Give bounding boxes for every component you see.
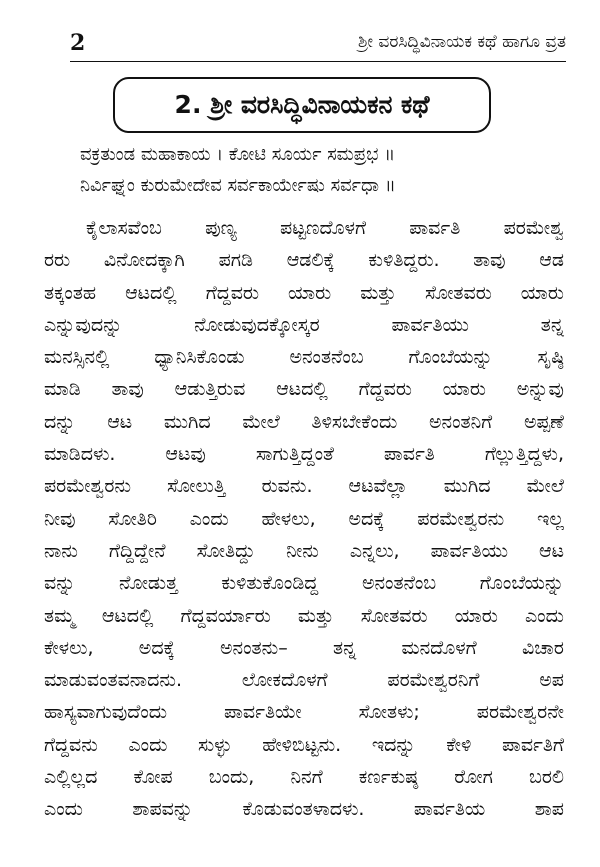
body-word: ಆಟ <box>107 410 133 433</box>
body-word: ನೀನು <box>286 539 319 562</box>
body-word: ಮಾಡುವಂತವನಾದನು. <box>44 669 182 692</box>
body-word: ಗೊಂಬೆಯನ್ನು <box>408 346 493 369</box>
body-word: ಮತ್ತು <box>360 281 396 304</box>
body-word: ಇಲ್ಲ <box>537 507 564 530</box>
chapter-title-box <box>113 77 491 133</box>
body-word: ಸಾಗುತ್ತಿದ್ದಂತೆ <box>255 443 334 466</box>
body-word: ನೋಡುವುದಕ್ಕೋಸ್ಕರ <box>194 313 320 336</box>
body-word: ಹೇಳಲು, <box>261 507 316 530</box>
chapter-title: 2. ಶ್ರೀ ವರಸಿದ್ಧಿವಿನಾಯಕನ ಕಥೆ <box>174 90 430 119</box>
body-word: ಮತ್ತು <box>297 604 334 627</box>
body-word: ಶಾಪ <box>534 798 564 821</box>
body-word: ಸೋಲುತ್ತಿ <box>167 475 226 498</box>
running-head: ಶ್ರೀ ವರಸಿದ್ಧಿವಿನಾಯಕ ಕಥೆ ಹಾಗೂ ವ್ರತ <box>358 32 566 52</box>
body-word: ಮೇಲೆ <box>242 410 280 433</box>
body-word: ಗೆದ್ದಿದ್ದೇನೆ <box>108 539 166 562</box>
body-line <box>44 535 564 567</box>
body-word: ತನ್ನ <box>333 636 357 659</box>
body-word: ಮೇಲೆ <box>526 475 564 498</box>
body-word: ಶಾಪವನ್ನು <box>132 798 194 821</box>
body-word: ಯಾರು <box>454 604 498 627</box>
body-line <box>44 470 564 502</box>
body-word: ವಿನೋದಕ್ಕಾಗಿ <box>103 249 185 272</box>
body-word: ಸುಳ್ಳು <box>197 733 232 756</box>
body-word: ಯಾರು <box>288 281 332 304</box>
body-word: ಪಗಡಿ <box>218 249 253 272</box>
body-word: ಆಡಲಿಕ್ಕೆ <box>286 249 335 272</box>
body-word: ಪಟ್ಟಣದೊಳಗೆ <box>280 217 366 239</box>
body-word: ಅನಂತನೆಂಬ <box>361 572 437 595</box>
body-line <box>44 503 564 535</box>
body-word: ವನ್ನು <box>44 572 76 595</box>
body-word: ಪಾರ್ವತಿಯೇ <box>224 701 302 724</box>
body-word: ಇದನ್ನು <box>371 733 416 756</box>
body-word: ತಮ್ಮ <box>44 604 75 627</box>
body-word: ಆಟವೆಲ್ಲಾ <box>348 475 408 498</box>
body-word: ಮಾಡಿದಳು. <box>44 443 116 466</box>
body-word: ನೀವು <box>44 507 76 530</box>
body-paragraph <box>44 212 564 826</box>
body-word: ಆಟದಲ್ಲಿ <box>101 604 154 627</box>
body-word: ಯಾರು <box>442 378 486 401</box>
body-word: ಅದಕ್ಕೆ <box>138 636 175 659</box>
body-word: ಗೆಲ್ಲುತ್ತಿದ್ದಳು, <box>484 443 564 466</box>
body-word: ಪರಮೇಶ್ವ <box>503 217 564 239</box>
shloka-line-1: ವಕ್ರತುಂಡ ಮಹಾಕಾಯ । ಕೋಟಿ ಸೂರ್ಯ ಸಮಪ್ರಭ ॥ <box>80 144 396 165</box>
page-number: 2 <box>70 30 86 56</box>
body-word: ಆಡ <box>539 249 564 272</box>
body-word: ಕೈಲಾಸವೆಂಬ <box>86 217 162 239</box>
body-word: ಪುಣ್ಯ <box>205 217 237 239</box>
body-line <box>44 373 564 405</box>
body-word: ಸೋತಳು; <box>358 701 420 724</box>
page-header <box>70 28 566 62</box>
body-word: ಆಟದಲ್ಲಿ <box>125 281 177 304</box>
body-word: ಪಾರ್ವತಿ <box>409 217 461 239</box>
body-word: ಕರ್ಣಕುಷ್ಠ <box>358 766 419 789</box>
body-word: ಹಾಸ್ಯವಾಗುವುದೆಂದು <box>44 701 168 724</box>
body-line <box>44 567 564 599</box>
body-line <box>44 244 564 276</box>
shloka-line-2: ನಿರ್ವಿಘ್ನಂ ಕುರುಮೇದೇವ ಸರ್ವಕಾರ್ಯೇಷು ಸರ್ವಧಾ ॥ <box>80 175 396 196</box>
body-word: ತಕ್ಕಂತಹ <box>44 281 97 304</box>
body-line <box>44 696 564 728</box>
body-word: ಆಟದಲ್ಲಿ <box>276 378 328 401</box>
body-word: ಗೆದ್ದವರು <box>358 378 412 401</box>
body-word: ಪರಮೇಶ್ವರನೇ <box>476 701 564 724</box>
body-word: ಮುಗಿದ <box>443 475 491 498</box>
body-line <box>44 277 564 309</box>
body-line <box>44 761 564 793</box>
body-word: ಎಲ್ಲಿಲ್ಲದ <box>44 766 98 789</box>
body-word: ಎನ್ನಲು, <box>349 539 400 562</box>
body-word: ಪಾರ್ವತಿಯು <box>391 313 469 336</box>
body-word: ಎಂದು <box>128 733 168 756</box>
body-word: ಕುಳಿತುಕೊಂಡಿದ್ದ <box>221 572 319 595</box>
body-line <box>44 664 564 696</box>
body-word: ಕೇಳಿ <box>446 733 472 756</box>
body-word: ಎಂದು <box>524 604 564 627</box>
body-word: ಅನ್ನುವು <box>516 378 564 401</box>
body-word: ಸೋತವರು <box>424 281 492 304</box>
body-word: ಪರಮೇಶ್ವರನು <box>44 475 132 498</box>
body-word: ದನ್ನು <box>44 410 76 433</box>
body-line <box>44 341 564 373</box>
body-word: ಗೊಂಬೆಯನ್ನು <box>479 572 564 595</box>
body-word: ಕೇಳಲು, <box>44 636 94 659</box>
body-word: ಆಟ <box>539 539 564 562</box>
body-line <box>44 729 564 761</box>
body-word: ಕೋಪ <box>133 766 173 789</box>
body-word: ಅನಂತನೆಂಬ <box>289 346 364 369</box>
body-word: ನಿನಗೆ <box>290 766 323 789</box>
body-word: ಅನಂತನಿಗೆ <box>429 410 493 433</box>
body-line <box>44 406 564 438</box>
body-word: ಎಂದು <box>189 507 229 530</box>
body-word: ತಾವು <box>473 249 506 272</box>
body-word: ಗೆದ್ದವನು <box>44 733 98 756</box>
body-line <box>44 600 564 632</box>
body-word: ಹೇಳಿಬಿಟ್ಟನು. <box>262 733 342 756</box>
body-word: ಪಾರ್ವತಿಯ <box>413 798 486 821</box>
body-word: ಕೊಡುವಂತಳಾದಳು. <box>242 798 365 821</box>
body-word: ಸೃಷ್ಠಿ <box>537 346 564 369</box>
body-word: ಪಾರ್ವತಿಗೆ <box>501 733 564 756</box>
body-word: ಸೋತಿರಿ <box>108 507 157 530</box>
body-word: ಅಪ್ಪಣೆ <box>523 410 564 433</box>
body-line <box>44 632 564 664</box>
body-word: ಮನಸ್ಸಿನಲ್ಲಿ <box>44 346 110 369</box>
body-word: ಎನ್ನುವುದನ್ನು <box>44 313 123 336</box>
body-word: ಗೆದ್ದವರು <box>205 281 260 304</box>
body-word: ಅನಂತನು– <box>220 636 288 659</box>
body-word: ಬರಲಿ <box>528 766 564 789</box>
body-word: ಆಟವು <box>165 443 206 466</box>
body-word: ತಾವು <box>111 378 144 401</box>
body-word: ಲೋಕದೊಳಗೆ <box>241 669 328 692</box>
body-word: ರುವನು. <box>261 475 313 498</box>
body-word: ನಾನು <box>44 539 78 562</box>
body-word: ನೋಡುತ್ತ <box>119 572 178 595</box>
body-word: ತಿಳಿಸಬೇಕೆಂದು <box>311 410 398 433</box>
body-word: ಪಾರ್ವತಿ <box>383 443 435 466</box>
body-word: ಪಾರ್ವತಿಯು <box>430 539 508 562</box>
body-word: ಕುಳಿತಿದ್ದರು. <box>368 249 440 272</box>
body-word: ಮಾಡಿ <box>44 378 81 401</box>
body-word: ಯಾರು <box>520 281 564 304</box>
body-word: ಪರಮೇಶ್ವರನಿಗೆ <box>387 669 480 692</box>
body-word: ಪರಮೇಶ್ವರನು <box>417 507 505 530</box>
body-word: ಅಪ <box>539 669 564 692</box>
body-line <box>44 793 564 825</box>
body-line <box>44 309 564 341</box>
body-word: ಮುಗಿದ <box>163 410 211 433</box>
header-rule <box>70 61 566 62</box>
body-word: ಆಡುತ್ತಿರುವ <box>174 378 246 401</box>
body-word: ರರು <box>44 249 71 272</box>
body-word: ಸೋತಿದ್ದು <box>196 539 256 562</box>
body-word: ವಿಚಾರ <box>521 636 564 659</box>
body-word: ಎಂದು <box>44 798 83 821</box>
body-line <box>44 212 564 244</box>
body-line <box>44 438 564 470</box>
body-word: ಅದಕ್ಕೆ <box>348 507 385 530</box>
body-word: ಸೋತವರು <box>360 604 428 627</box>
body-word: ರೋಗ <box>454 766 493 789</box>
body-word: ಧ್ಯಾನಿಸಿಕೊಂಡು <box>154 346 245 369</box>
body-word: ಮನದೊಳಗೆ <box>401 636 477 659</box>
body-word: ಗೆದ್ದವರ್ಯಾರು <box>180 604 271 627</box>
body-word: ತನ್ನ <box>540 313 564 336</box>
body-word: ಬಂದು, <box>208 766 255 789</box>
